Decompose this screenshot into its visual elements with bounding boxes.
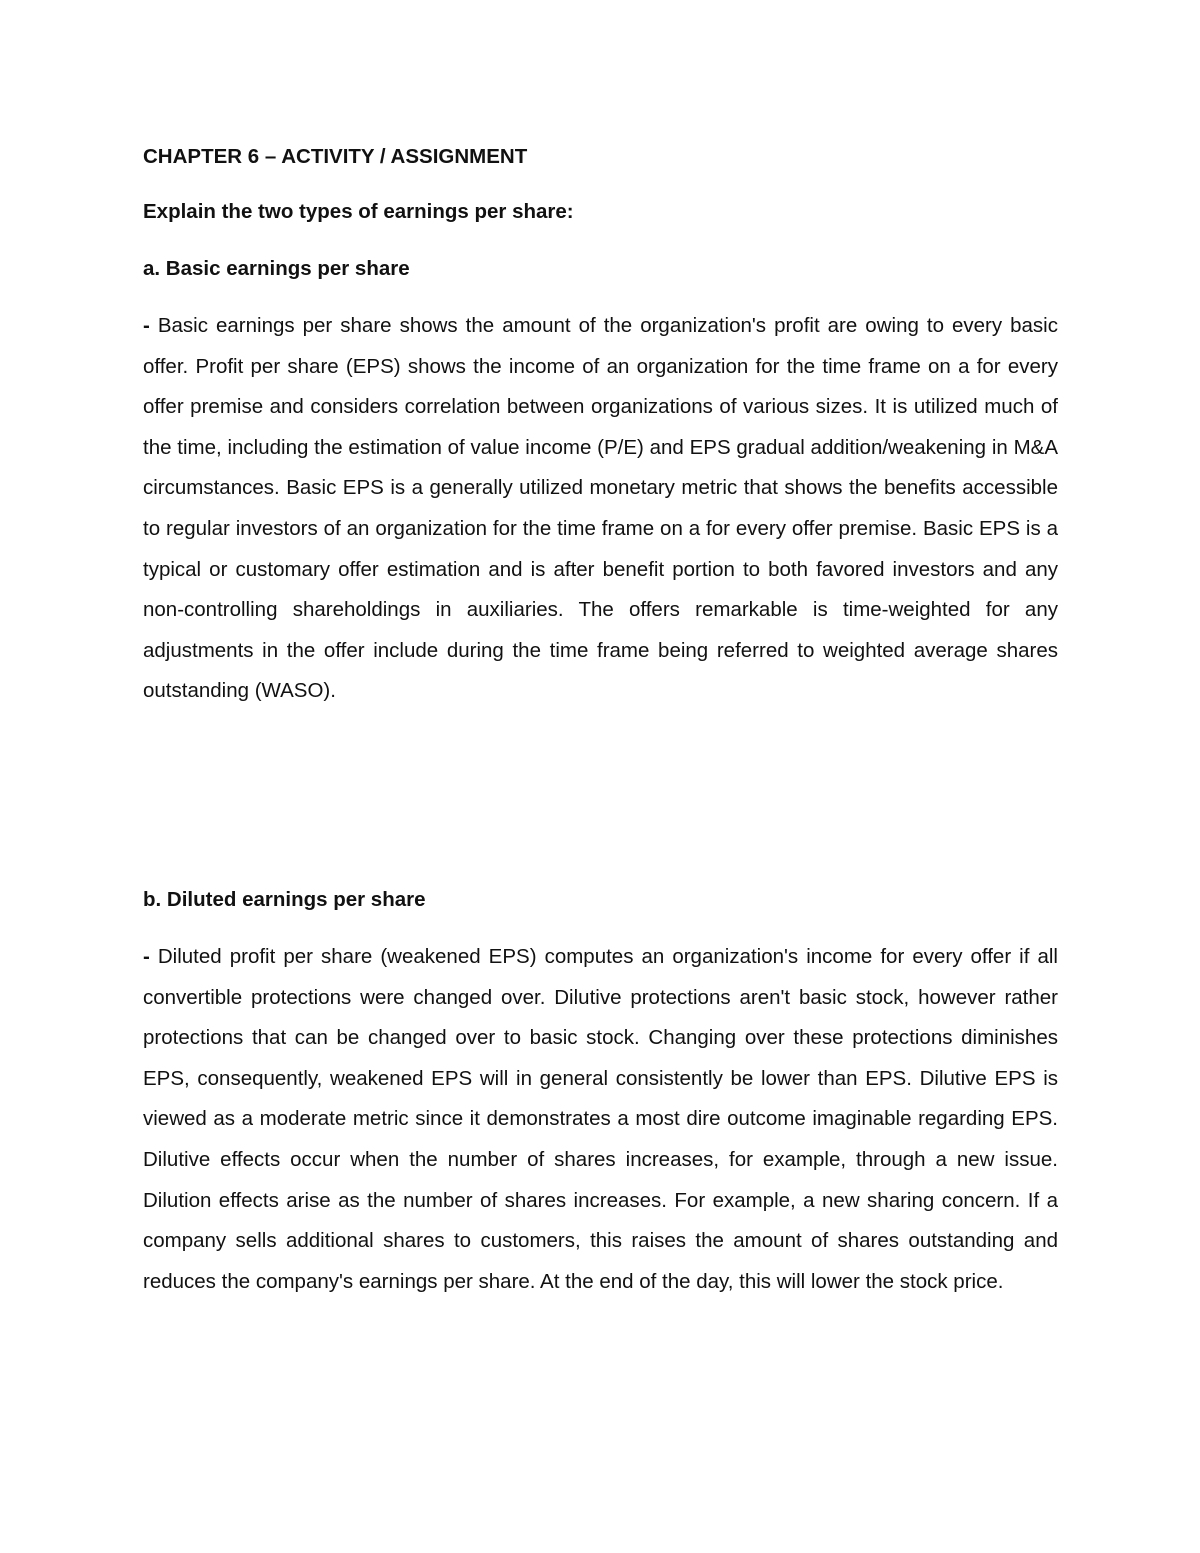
section-b-paragraph: [143, 937, 1058, 1302]
section-a-paragraph: [143, 306, 1058, 712]
section-b-bullet: -: [143, 945, 150, 968]
section-a-heading: a. Basic earnings per share: [143, 257, 410, 280]
section-b-body: Diluted profit per share (weakened EPS) computes an organization's income for every offer if all convertible protections were changed over. Dilutive protections aren't basic stock, however rather protections that can be changed over to basic stock. Changing over these protections diminishes EPS, consequently, weakened EPS will in general consistently be lower than EPS. Dilutive EPS is viewed as a moderate metric since it demonstrates a most dire outcome imaginable regarding EPS. Dilutive effects occur when the number of shares increases, for example, through a new issue. Dilution effects arise as the number of shares increases. For example, a new sharing concern. If a company sells additional shares to customers, this raises the amount of shares outstanding and reduces the company's earnings per share. At the end of the day, this will lower the stock price.: [143, 945, 1058, 1293]
document-title: CHAPTER 6 – ACTIVITY / ASSIGNMENT: [143, 145, 528, 168]
section-a-bullet: -: [143, 314, 150, 337]
assignment-question: Explain the two types of earnings per share:: [143, 200, 574, 223]
section-a-body: Basic earnings per share shows the amount of the organization's profit are owing to every basic offer. Profit per share (EPS) shows the income of an organization for the time frame on a for every offer premise and considers correlation between organizations of various sizes. It is utilized much of the time, including the estimation of value income (P/E) and EPS gradual addition/weakening in M&A circumstances. Basic EPS is a generally utilized monetary metric that shows the benefits accessible to regular investors of an organization for the time frame on a for every offer premise. Basic EPS is a typical or customary offer estimation and is after benefit portion to both favored investors and any non-controlling shareholdings in auxiliaries. The offers remarkable is time-weighted for any adjustments in the offer include during the time frame being referred to weighted average shares outstanding (WASO).: [143, 314, 1058, 703]
section-b-heading: b. Diluted earnings per share: [143, 888, 426, 911]
